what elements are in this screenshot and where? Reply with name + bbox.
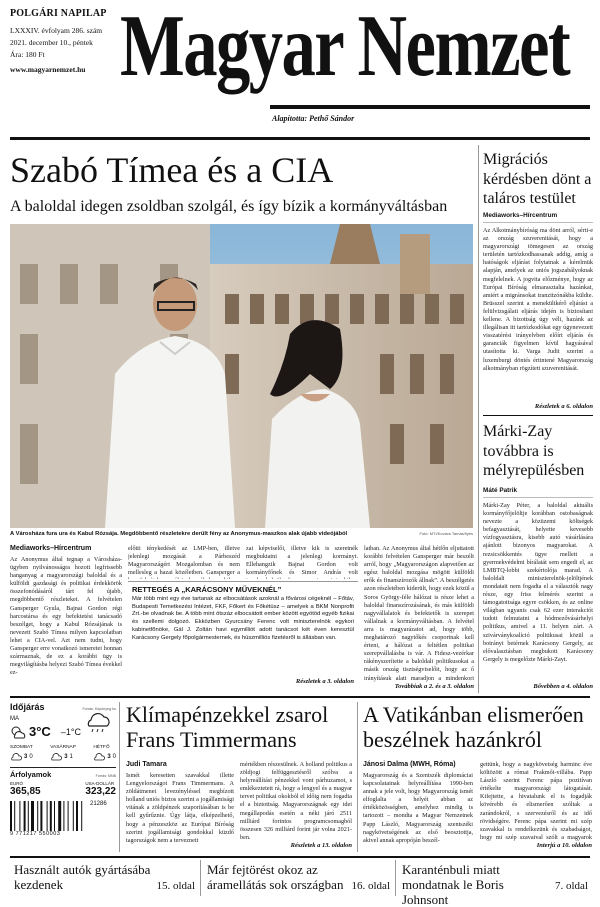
eur-value: 365,85 xyxy=(10,786,41,797)
story2-byline: Judi Tamara xyxy=(126,761,167,768)
lead-column-3: zai képviselői, illetve kik is szeretnék megbuktatni a jelenlegi kormányt. Ellehangzik Bajnai Gordon volt kormányfőnek és Simor András volt xyxy=(246,545,358,577)
teaser-text: Karanténbuli miatt mondatnak le Boris Johnsont xyxy=(402,862,504,907)
lead-column-1: Az Anonymus által tegnap a Városháza-ügyben nyilvánosságra hozott legfrissebb hanganyag a magyarországi baloldal és a külföldi gazdasági és politikai érdekkörök összefonódásáról tárt fel újabb, megdöbbentő részleteket. A felvételen Gansperger Gyula, Bajnai Gordon régi harcostársa és egy befektetési tanácsadó beszélget, hogy a Kabul Rózsájának is nevezett Szabó Tímea milyen kapcsolatban lehet a CIA-vel. Azt nem tudni, hogy Gansperger erre vonatkozó ismeretei honnan származnak, de ez a korábbi ügy is megvilágításba helyezi Szabó Tímea évekkel ez- xyxy=(10,556,122,677)
lead-photo xyxy=(10,224,473,528)
lead-column-2: előtti ténykedését az LMP-ben, illetve jelenlegi mozgását a Párbeszéd Magyarországért Mozgalomban és nem mellesleg a hazai közéletben. Gansperger a xyxy=(128,545,240,577)
forecast-day-name: VASÁRNAP xyxy=(50,745,76,750)
weather-source: Forrás: Köpönyeg.hu xyxy=(82,707,116,711)
story2-more-link[interactable]: Részletek a 13. oldalon xyxy=(290,842,352,849)
lead-column-4: latban. Az Anonymus által hétfőn eljuttatott korábbi felvételen Gansperger már beszélt arról, hogy „Magyarországon alapvetően az egész baloldal mozgása mögött külföldi erők és finanszírozók állnak”. A beszélgetés azon részletében kiderült, hogy ezek közül a Soros György-féle hálózat is része lehet a baloldal finanszírozásának, és más külföldi nagyvállalatok és befektetők is szerepet vállalnak a kormányváltásban. A felvétel arra is magyarázatot ad, hogy több, meghatározó nagytőkés csoportnak kell érteni, a hálózat a feltétlen politikai szerepvállalásba is vár. A Fidesz-vezérkar rákényszerítette a baloldali politikusokat a másik ország tisztségviselőit, hogy az ő irányításuk alatt maradjon a mindenkori xyxy=(364,545,474,682)
lead-headline[interactable]: Szabó Tímea és a CIA xyxy=(10,150,334,190)
side1-more-link[interactable]: Részletek a 6. oldalon xyxy=(534,403,593,410)
forecast-low: 1 xyxy=(69,754,73,760)
forecast-high: 3 xyxy=(107,754,111,760)
forecast-day xyxy=(10,745,33,762)
today-label: MA xyxy=(10,716,19,722)
cloud-icon xyxy=(50,752,62,762)
barcode-addon: 21286 xyxy=(90,801,107,807)
side-divider xyxy=(483,415,593,416)
story2-headline[interactable]: Klímapénzekkel zsarol Frans Timmermans xyxy=(126,702,329,752)
teaser-text: Használt autók gyártásába kezdenek xyxy=(14,862,151,892)
forecast-day-name: HÉTFŐ xyxy=(93,745,110,750)
weather-title: Időjárás xyxy=(10,702,45,712)
issue-number: LXXXIV. évfolyam 286. szám xyxy=(10,26,103,35)
photo-credit: Fotó: MTI/Kovács Tamás/Ilyés xyxy=(419,531,473,536)
price: Ára: 180 Ft xyxy=(10,50,45,59)
inset-body: Már több mint egy éve tartanak az elbocsátások azoknál a fővárosi cégeknél – Főtáv, Budapesti Temetkezési Intézet, FKF, Főkert és Főkétüsz – amelyek a BKM Nonprofit Zrt.-be olvadnak be. A több mint ötszáz elbocsátott ember között egyötöd egyéb fizikai és szellemi dolgozó. Ekközben Gyurcsány Ferenc volt miniszterelnök egykori kabinetfőnöke, Gál J. Zoltán havi egymilliót adott tanácsot két éven keresztül Karácsony Gergely főpolgármesternek, és húszmilliós fizetésről is állásban van. xyxy=(132,596,354,641)
founder-line: Alapította: Pethő Sándor xyxy=(272,114,355,123)
teaser-bar xyxy=(10,860,590,907)
fx-title: Árfolyamok xyxy=(10,770,52,779)
weather-panel xyxy=(10,702,116,852)
side1-rule xyxy=(483,222,593,223)
story3-more-link[interactable]: Interjú a 10. oldalon xyxy=(536,842,592,849)
cloud-icon xyxy=(10,752,22,762)
teaser-page: 7. oldal xyxy=(555,880,588,892)
teaser-page: 16. oldal xyxy=(351,880,390,892)
side2-byline: Máté Patrik xyxy=(483,487,518,494)
teaser-page: 15. oldal xyxy=(156,880,195,892)
inset-headline[interactable]: RETTEGÉS A „KARÁCSONY MŰVEKNÉL” xyxy=(132,585,282,594)
story3-byline: Jánosi Dalma (MWH, Róma) xyxy=(363,761,456,768)
story3-headline[interactable]: A Vatikánban elismerően beszélnek hazánkról xyxy=(363,702,584,752)
kicker: POLGÁRI NAPILAP xyxy=(10,8,107,19)
barcode-digits: 9 771217 550003 xyxy=(10,831,61,837)
teaser-item[interactable] xyxy=(10,860,201,896)
usd-value: 323,22 xyxy=(85,786,116,797)
masthead-rule xyxy=(270,105,590,109)
forecast-low: 0 xyxy=(29,754,33,760)
side2-body: Márki-Zay Péter, a baloldal aktuális kormányfőjelöltje korábban ostobaságnak nevezte a közüzemi költségek befagyasztását, helyette kevesebb vízfogyasztásra, kisebb autó vásárlására ajánlott bizonyos magyarokat. A rezsicsökkentés ügye mellett a gyermekvédelmi bírálatát sem engedi el, az LMBTQ-lobbi szekértolója marad. A baloldali miniszterelnök-jelöltjének mondatait nem fogadta el a választók nagy része, egy friss felmérés szerint a támogatottsága egyre csökken, és az online világban ugyanis csak 62 ezer interakciót tudott felmutatni a hódmezővásárhelyi politikus, amivel a 11. helyen zárt. A szivárványkoalíció politikusai közül a botrányt betérnek Karácsony Gergely, az elővalasztásban megbukott Karácsony Gergely is megelőzte Márki-Zayt. xyxy=(483,502,593,663)
fx-source: Forrás: MNB xyxy=(95,774,116,778)
side2-headline[interactable]: Márki-Zay továbbra is mélyrepülésben xyxy=(483,423,585,479)
forecast-day-name: SZOMBAT xyxy=(10,745,33,750)
today-low: –1°C xyxy=(60,726,81,737)
usd-label: USA-DOLLÁR xyxy=(85,781,115,786)
forecast-low: 0 xyxy=(112,754,116,760)
lead-more-link[interactable]: Továbbiak a 2. és a 3. oldalon xyxy=(394,683,474,690)
side2-rule xyxy=(483,497,593,498)
masthead-bottom-rule xyxy=(10,137,590,140)
side1-headline[interactable]: Migrációs kérdésben dönt a taláros testület xyxy=(483,151,592,207)
newspaper-logo[interactable]: Magyar Nemzet xyxy=(120,0,570,95)
teaser-item[interactable] xyxy=(396,860,590,907)
teaser-rule xyxy=(10,856,590,858)
teaser-text: Már fejtörést okoz az áramellátás sok országban xyxy=(207,862,344,892)
eur-label: EURÓ xyxy=(10,781,24,786)
cloud-rain-icon xyxy=(84,712,112,734)
inset-more-link[interactable]: Részletek a 3. oldalon xyxy=(295,678,354,685)
website-url[interactable]: www.magyarnemzet.hu xyxy=(10,65,86,74)
sun-cloud-icon xyxy=(10,725,26,739)
today-high: 3°C xyxy=(29,724,51,739)
story3-column-1: Magyarország és a Szentszék diplomáciai kapcsolatainak helyreállítása 1990-ben annak a jele volt, hogy Magyarország ismét elfoglalta a helyét abban az értékközösségben, amelyhez mindig is tartozott – mondta a Magyar Nemzetnek Papp László, Magyarország szentszéki nagykövetségének az első beosztottja, akivel annak apropóján beszél- xyxy=(363,772,473,844)
forecast-high: 3 xyxy=(64,754,68,760)
forecast-high: 3 xyxy=(24,754,28,760)
story2-column-1: Ismét keresetten szavakkal illette Lengyelországot Frans Timmermans. A zöldátmenet levezényléssel megbízott holland uniós biztos szerint a jogállamisági vitának a zöldpénzek szaporításában is be kell gyűrűznie. Úgy látja, elképzelhető, hogy a pénzeszköz az Európai Bíróság szerint jogállamisági gondokkal küzdő tagországok nem a terveznett xyxy=(126,772,234,844)
masthead-info xyxy=(10,8,120,74)
teaser-item[interactable] xyxy=(201,860,396,896)
photo-illustration xyxy=(10,224,473,528)
story2-column-2: mértékben részesülnek. A holland politikus a zöldjogi felfüggesztésről szólva a helyreállítási pénzekkel vont párhuzamot, s emlékeztetett rá, hogy a lengyel és a magyar tervet politikai okokból el időig nem fogadta el a biztottság. Magyarországnak egy idei megállapodás esetén a néki járó 2511 milliárd forintos programcsomagból összesen 326 milliárd forint jár volna 2021-ben. xyxy=(240,761,352,841)
lead-byline: Mediaworks–Hírcentrum xyxy=(10,545,92,552)
forecast-day xyxy=(93,745,116,762)
story3-column-2: gettünk, hogy a nagykövetség harminc éve költözött a római Frakmői-villába. Papp László szerint Ferenc pápa pozitívan értékelte magyarországi látogatását. Kifejtette, a hivatalunk el is fogadják kövérebb és elismerően szóltak a zarándokról, s szervezésről és az idő rövidségére. Ferenc pápa szerint mi szép szavakkal is rendelkezünk és szabadságot, hogy mi szép szavaival szólt a magyarok xyxy=(480,761,592,841)
barcode xyxy=(10,801,88,831)
cloud-icon xyxy=(93,752,105,762)
side2-more-link[interactable]: Bővebben a 4. oldalon xyxy=(533,683,593,690)
issue-date: 2021. december 10., péntek xyxy=(10,38,93,47)
forecast-day xyxy=(50,745,76,762)
section-divider xyxy=(10,696,590,698)
side1-byline: Mediaworks–Hírcentrum xyxy=(483,212,558,219)
inset-box xyxy=(128,581,358,685)
weather-divider xyxy=(119,702,120,852)
column-divider xyxy=(478,145,479,693)
side1-body: Az Alkotmánybíróság ma dönt arról, sérti-e az ország szuverenitását, hogy a magyarországi tömegesen az ország területén tartózkodhassanak addig, amíg a hatóságok eljárást folytatnak a kérelmük alapján, amelyek az uniós jogszabályoknak megfelelnek. A jogvita előzménye, hogy az Európai Bíróság elmarasztalta hazánkat, amiért a migránsokat tranzitzónákba küldte. Brüsszel szerint a menekültkérő eljárást a felülvizsgálati eljárás idején is biztosítani kellene. A bizottság úgy véli, hazánk az illegálisan itt tartózkodókat egy úgynevezett visszatérési irányelvben előírt eljárás és garanciák figyelmen kívül hagyásával utasította ki. Varga Judit szerint a luxemburgi döntés értintené Magyarország alkotmányban rögzített szuverenitását. xyxy=(483,227,593,372)
lead-subhead: A baloldal idegen zsoldban szolgál, és így bízik a kormányváltásban xyxy=(10,198,448,215)
photo-caption: A Városháza fura ura és Kabul Rózsája. Megdöbbentő részletekre derült fény az Anonymus-maszkos alak újabb videójából xyxy=(10,531,348,537)
story-divider xyxy=(357,702,358,852)
